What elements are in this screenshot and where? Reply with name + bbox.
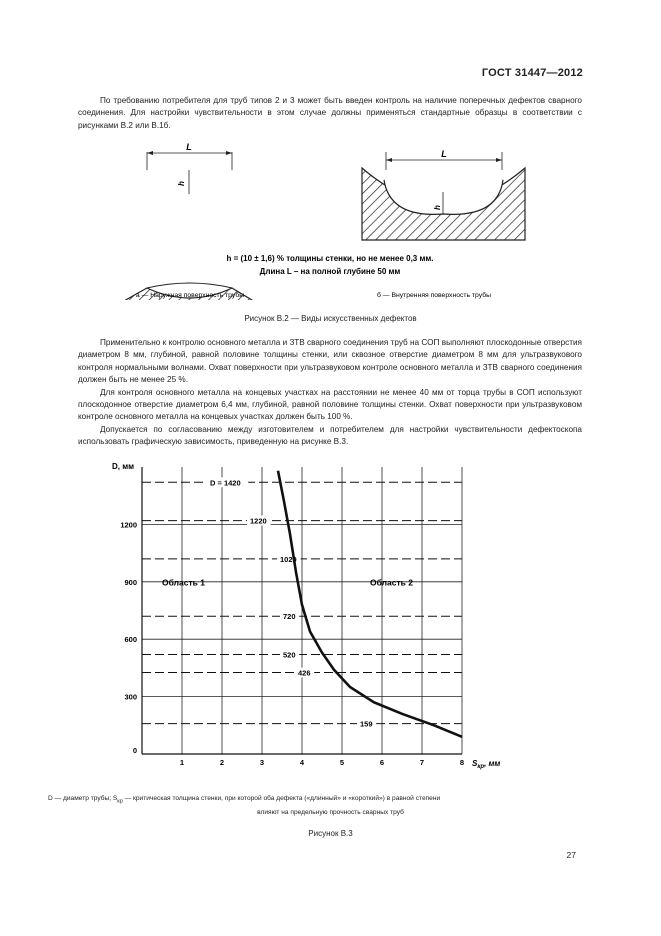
x-tick-label-1: 1 [179, 758, 185, 767]
x-tick-label-5: 5 [339, 758, 345, 767]
intro-paragraph [78, 95, 582, 132]
page-number: 27 [566, 850, 576, 860]
ref-label-426: 426 [298, 668, 311, 678]
legend-text-a: D — диаметр трубы; S [48, 795, 118, 802]
chart-x-label-main: S [472, 759, 478, 768]
ref-label-520: 520 [283, 650, 296, 660]
ref-label-1220: 1220 [250, 516, 267, 526]
region-2-label: Область 2 [370, 577, 413, 588]
inner-surface-sample [362, 149, 525, 240]
ref-label-1020: 1020 [280, 554, 297, 564]
chart-x-label-sub: кр [477, 764, 485, 770]
figure-b3-legend [48, 793, 613, 819]
y-tick-label-1200: 1200 [120, 520, 137, 530]
x-tick-label-6: 6 [379, 758, 385, 767]
legend-line-2: влияют на предельную прочность сварных труб [257, 809, 404, 817]
label-L-left: L [186, 142, 192, 152]
x-tick-label-2: 2 [219, 758, 225, 767]
x-tick-label-3: 3 [259, 758, 265, 767]
figure-b2-caption: Рисунок В.2 — Виды искусственных дефектов [244, 314, 417, 323]
region-1-label: Область 1 [162, 577, 205, 588]
body-paragraphs [78, 337, 582, 449]
paragraph-1: Применительно к контролю основного металла и ЗТВ сварного соединения труб на СОП выполняют плоскодонные отверстия диаметром 8 мм, глубиной, равной половине толщины стенки, или сквозное отверстие диаметром 8 мм для ультразвукового контроля нормальными волнами. Охват поверхности при ультразвуковом контроле основного металла и ЗТВ сварного соединения должен быть не менее 25 %. [78, 338, 582, 385]
legend-text-b: — критическая толщина стенки, при которой оба дефекта («длинный» и «короткий») в равной степени [122, 795, 441, 802]
sub-caption-a: а — Наружная поверхность трубы [135, 292, 245, 299]
chart-x-label-unit: мм [488, 759, 501, 768]
chart-x-axis-label [472, 759, 500, 770]
chart-x-label-sep: , [484, 759, 489, 768]
ref-label-720: 720 [283, 612, 296, 622]
figure-b2 [0, 130, 661, 300]
y-tick-label-0: 0 [132, 746, 137, 755]
figure-b3-chart [100, 455, 520, 785]
chart-y-axis-label: D, мм [112, 462, 135, 471]
label-h-left: h [177, 181, 186, 186]
chart-grid [142, 467, 462, 754]
y-tick-label-300: 300 [124, 692, 137, 702]
sub-caption-b: б — Внутренняя поверхность трубы [376, 292, 492, 299]
label-L-right: L [441, 149, 447, 159]
y-tick-label-600: 600 [124, 635, 137, 645]
x-tick-label-4: 4 [299, 758, 305, 767]
outer-surface-sample [108, 142, 270, 300]
legend-sub: кр [117, 798, 123, 805]
standard-header: ГОСТ 31447—2012 [481, 67, 583, 79]
x-tick-label-8: 8 [459, 758, 465, 767]
figure-b3-caption: Рисунок В.3 [308, 829, 353, 838]
intro-text: По требованию потребителя для труб типов 2 и 3 может быть введен контроль на наличие поперечных дефектов сварного соединения. Для настройки чувствительности в этом случае должны применяться стандартные образцы в соответствии с рисунками В.2 или В.1б. [78, 96, 582, 130]
legend-line-1 [48, 793, 613, 807]
label-h-right: h [433, 205, 442, 210]
formula-line2: Длина L – на полной глубине 50 мм [259, 267, 401, 276]
paragraph-3: Допускается по согласованию между изготовителем и потребителем для настройки чувствительности дефектоскопа использовать графическую зависимость, приведенную на рисунке В.3. [78, 424, 582, 447]
x-tick-label-7: 7 [419, 758, 425, 767]
paragraph-2: Для контроля основного металла на концевых участках на расстоянии не менее 40 мм от торца трубы в СОП используют плоскодонное отверстие диаметром 6,4 мм, глубиной, равной половине толщины стенки. Охват поверхности при ультразвуковом контроле основного металла на концевых участках должен быть 100 %. [78, 387, 582, 422]
formula-line1: h = (10 ± 1,6) % толщины стенки, но не менее 0,3 мм. [226, 254, 434, 263]
ref-label-1420: D = 1420 [210, 478, 241, 488]
y-tick-label-900: 900 [124, 577, 137, 587]
ref-label-159: 159 [360, 719, 373, 729]
